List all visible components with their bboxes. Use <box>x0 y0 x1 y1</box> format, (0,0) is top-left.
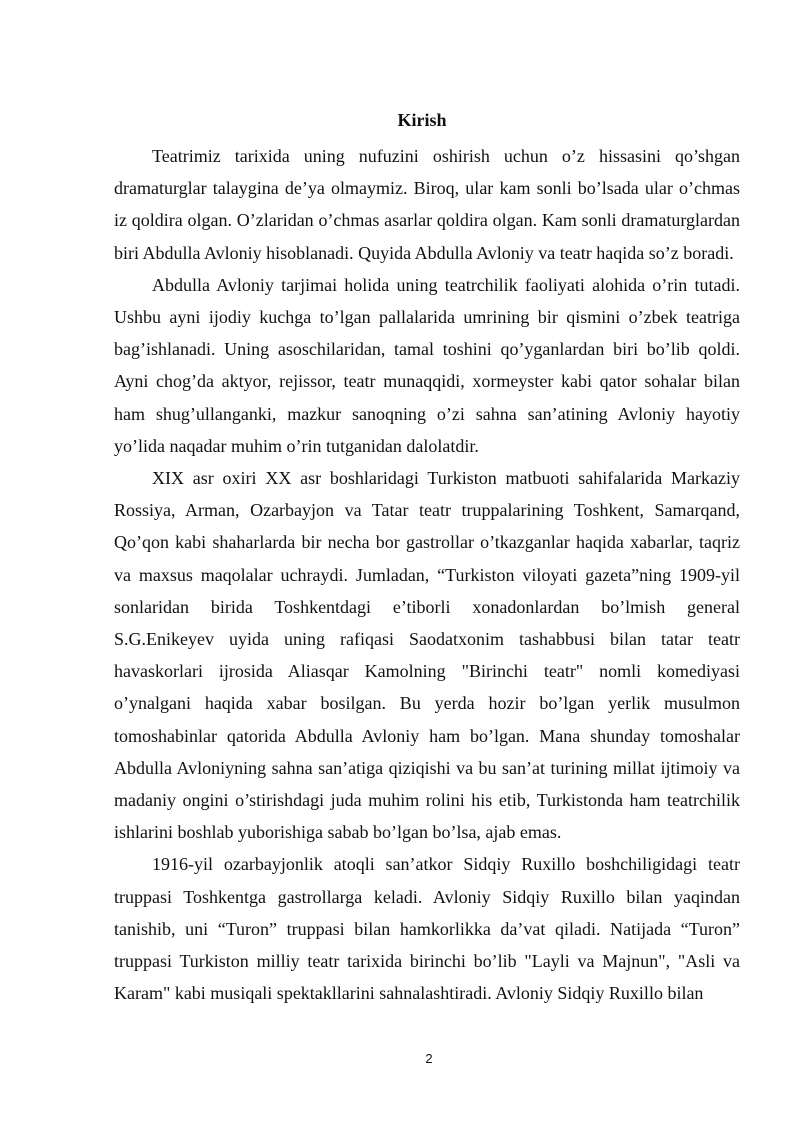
paragraph-turkestan-press: XIX asr oxiri XX asr boshlaridagi Turkiston matbuoti sahifalarida Markaziy Rossiya, Arman, Ozarbayjon va Tatar teatr truppalarining Toshkent, Samarqand, Qo’qon kabi shaharlarda bir necha bor gastrollar o’tkazganlar haqida xabarlar, taqriz va maxsus maqolalar uchraydi. Jumladan, “Turkiston viloyati gazeta”ning 1909-yil sonlaridan birida Toshkentdagi e’tiborli xonadonlardan bo’lmish general S.G.Enikeyev uyida uning rafiqasi Saodatxonim tashabbusi bilan tatar teatr havaskorlari ijrosida Aliasqar Kamolning "Birinchi teatr" nomli komediyasi o’ynalgani haqida xabar bosilgan. Bu yerda hozir bo’lgan yerlik musulmon tomoshabinlar qatorida Abdulla Avloniy ham bo’lgan. Mana shunday tomoshalar Abdulla Avloniyning sahna san’atiga qiziqishi va bu san’at turining millat ijtimoiy va madaniy ongini o’stirishdagi juda muhim rolini his etib, Turkistonda ham teatrchilik ishlarini boshlab yuborishiga sabab bo’lgan bo’lsa, ajab emas. <box>114 468 740 843</box>
paragraph-avloniy-biography: Abdulla Avloniy tarjimai holida uning teatrchilik faoliyati alohida o’rin tutadi. Ushbu ayni ijodiy kuchga to’lgan pallalarida umrining bir qismini o’zbek teatriga bag’ishlanadi. Uning asoschilaridan, tamal toshini qo’yganlardan biri bo’lib qoldi. Ayni chog’da aktyor, rejissor, teatr munaqqidi, xormeyster kabi qator sohalar bilan ham shug’ullanganki, mazkur sanoqning o’zi sahna san’atining Avloniy hayotiy yo’lida naqadar muhim o’rin tutganidan dalolatdir. <box>114 274 740 456</box>
page-title: Kirish <box>397 110 447 130</box>
paragraph-intro: Teatrimiz tarixida uning nufuzini oshirish uchun o’z hissasini qo’shgan dramaturglar talaygina de’ya olmaymiz. Biroq, ular kam sonli bo’lsada ular o’chmas iz qoldira olgan. O’zlaridan o’chmas asarlar qoldira olgan. Kam sonli dramaturglardan biri Abdulla Avloniy hisoblanadi. Quyida Abdulla Avloniy va teatr haqida so’z boradi. <box>114 146 740 263</box>
paragraph-sidqiy-ruxillo: 1916-yil ozarbayjonlik atoqli san’atkor Sidqiy Ruxillo boshchiligidagi teatr truppasi Toshkentga gastrollarga keladi. Avloniy Sidqiy Ruxillo bilan yaqindan tanishib, uni “Turon” truppasi bilan hamkorlikka da’vat qiladi. Natijada “Turon” truppasi Turkiston milliy teatr tarixida birinchi bo’lib "Layli va Majnun", "Asli va Karam" kabi musiqali spektakllarini sahnalashtiradi. Avloniy Sidqiy Ruxillo bilan <box>114 854 740 1004</box>
page-number: 2 <box>425 1051 433 1066</box>
document-body <box>114 140 740 1009</box>
